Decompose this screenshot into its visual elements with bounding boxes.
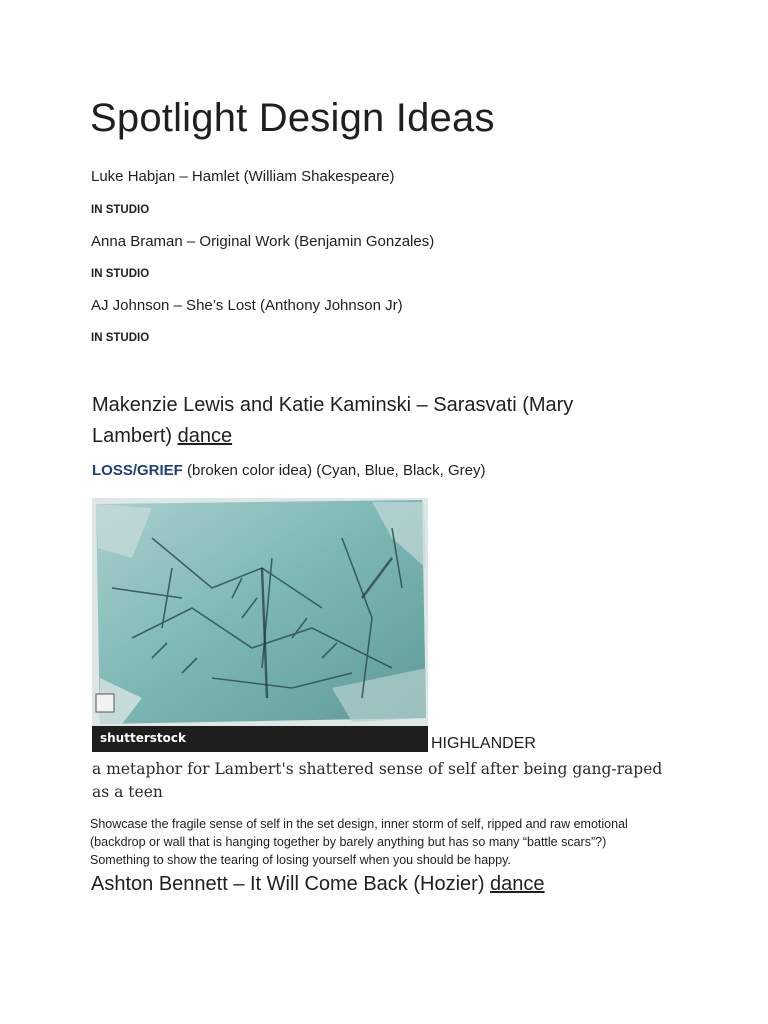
feature-genre: dance <box>177 425 233 447</box>
theme-line <box>92 462 485 479</box>
watermark-bar <box>92 726 428 752</box>
theme-word: LOSS/GRIEF <box>92 462 183 479</box>
broken-color-image <box>92 498 428 752</box>
showcase-text: Showcase the fragile sense of self in the set design, inner storm of self, ripped and raw emotional (backdrop or wall that is hanging together by barely anything but has so many “battle scars”?) Something to show the tearing of losing yourself when you should be happy. <box>90 817 628 867</box>
next-heading <box>91 873 545 896</box>
highlander-label: HIGHLANDER <box>431 735 536 752</box>
entry-line-3: AJ Johnson – She’s Lost (Anthony Johnson Jr) <box>91 297 403 314</box>
feature-heading-text: Makenzie Lewis and Katie Kaminski – Sarasvati (Mary Lambert) <box>92 394 574 447</box>
entry-line-1: Luke Habjan – Hamlet (William Shakespeare) <box>91 168 395 185</box>
entry-venue-1: IN STUDIO <box>91 204 150 216</box>
metaphor-text: a metaphor for Lambert's shattered sense of self after being gang-raped as a teen <box>92 760 663 801</box>
feature-heading <box>92 390 652 452</box>
next-heading-text: Ashton Bennett – It Will Come Back (Hozier) <box>91 873 485 895</box>
next-genre: dance <box>490 873 545 895</box>
cracked-paint-illustration <box>92 498 428 752</box>
entry-venue-3: IN STUDIO <box>91 332 150 344</box>
shutterstock-logo: shutterstock <box>100 731 186 745</box>
entry-venue-2: IN STUDIO <box>91 268 150 280</box>
theme-description: (broken color idea) (Cyan, Blue, Black, Grey) <box>187 462 486 479</box>
entry-line-2: Anna Braman – Original Work (Benjamin Gonzales) <box>91 233 435 250</box>
page-title: Spotlight Design Ideas <box>90 96 495 140</box>
